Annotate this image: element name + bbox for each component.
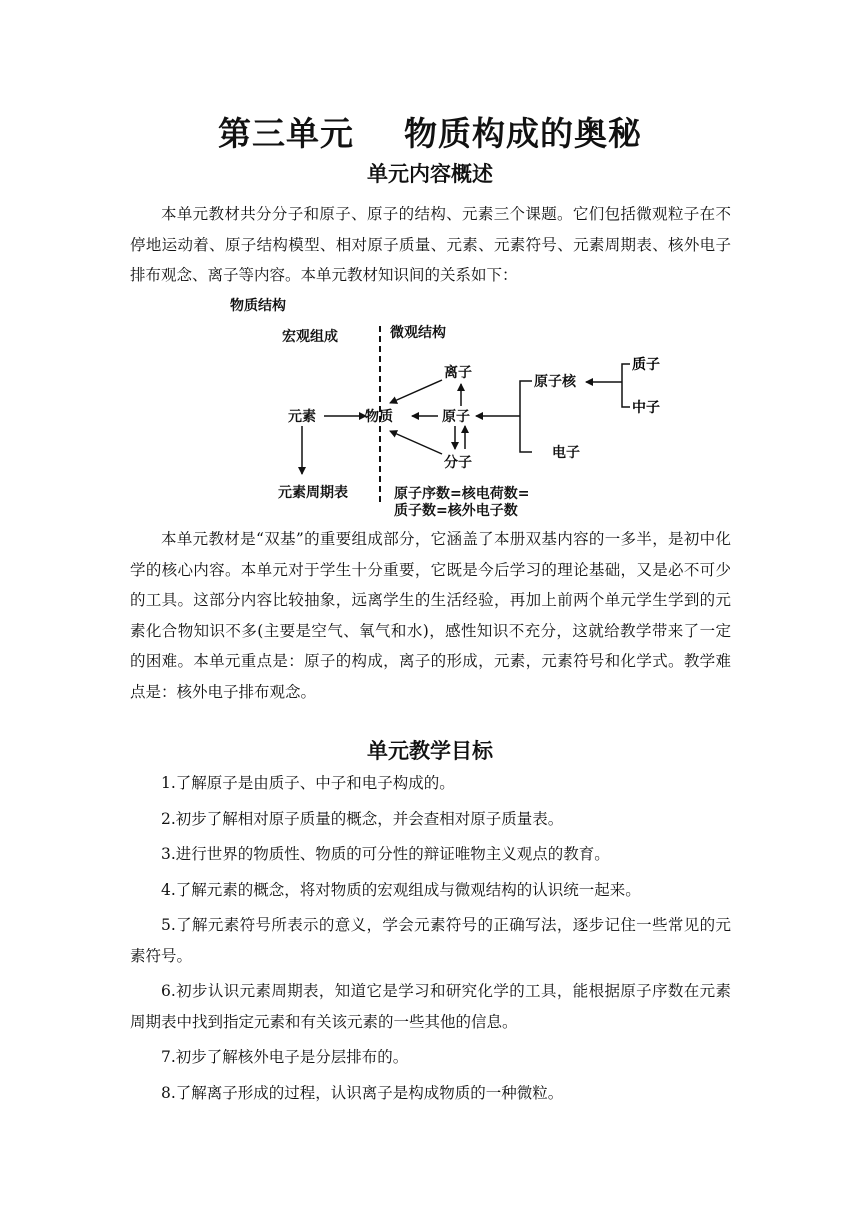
- macro-label: 宏观组成: [282, 329, 338, 345]
- bracket-proton-neutron: [622, 364, 630, 407]
- overview-heading: 单元内容概述: [367, 162, 493, 186]
- node-nucleus: 原子核: [534, 374, 576, 390]
- goal-item: 2.初步了解相对原子质量的概念，并会查相对原子质量表。: [161, 809, 564, 828]
- goals-list: [130, 768, 731, 1113]
- node-proton: 质子: [632, 357, 660, 373]
- page-title: 第三单元 物质构成的奥秘: [218, 114, 642, 153]
- goal-item: 3.进行世界的物质性、物质的可分性的辩证唯物主义观点的教育。: [161, 845, 610, 863]
- node-ion: 离子: [444, 365, 472, 381]
- bracket-atom-parts: [520, 381, 532, 452]
- node-atom: 原子: [442, 409, 470, 425]
- node-element: 元素: [288, 409, 316, 425]
- node-periodic-table: 元素周期表: [278, 485, 348, 501]
- goal-item: 1.了解原子是由质子、中子和电子构成的。: [161, 774, 455, 792]
- nucleus-subdiagram: [580, 345, 680, 425]
- goal-item: 7.初步了解核外电子是分层排布的。: [161, 1048, 409, 1066]
- overview-paragraph-2: 本单元教材是“双基”的重要组成部分，它涵盖了本册双基内容的一多半，是初中化学的核心内容。本单元对于学生十分重要，它既是今后学习的理论基础，又是必不可少的工具。这部分内容比较抽象，远离学生的生活经验，再加上前两个单元学生学到的元素化合物知识不多(主要是空气、氧气和水)，感性知识不充分，这就给教学带来了一定的困难。本单元重点是：原子的构成，离子的形成，元素，元素符号和化学式。教学难点是：核外电子排布观念。: [130, 530, 731, 701]
- formula-line-2: 质子数=核外电子数: [394, 503, 518, 519]
- micro-label: 微观结构: [390, 325, 446, 341]
- overview-paragraph-1: 本单元教材共分分子和原子、原子的结构、元素三个课题。它们包括微观粒子在不停地运动着、原子结构模型、相对原子质量、元素、元素符号、元素周期表、核外电子排布观念、离子等内容。本单元教材知识间的关系如下：: [130, 205, 731, 284]
- node-electron: 电子: [552, 445, 580, 461]
- goal-item: 8.了解离子形成的过程，认识离子是构成物质的一种微粒。: [161, 1083, 564, 1102]
- node-substance: 物质: [365, 409, 393, 425]
- goal-item: 5.了解元素符号所表示的意义，学会元素符号的正确写法，逐步记住一些常见的元素符号。: [130, 916, 731, 965]
- arrow-ion-substance: [390, 380, 442, 403]
- goal-item: 4.了解元素的概念，将对物质的宏观组成与微观结构的认识统一起来。: [161, 880, 641, 899]
- structure-diagram: [220, 292, 580, 524]
- goal-item: 6.初步认识元素周期表，知道它是学习和研究化学的工具，能根据原子序数在元素周期表中找到指定元素和有关该元素的一些其他的信息。: [130, 982, 731, 1031]
- goals-heading: 单元教学目标: [367, 739, 493, 763]
- arrow-molecule-substance: [390, 431, 442, 454]
- node-molecule: 分子: [444, 455, 472, 471]
- formula-line-1: 原子序数=核电荷数=: [394, 486, 530, 502]
- diagram-top-label: 物质结构: [230, 298, 286, 314]
- node-neutron: 中子: [632, 400, 660, 416]
